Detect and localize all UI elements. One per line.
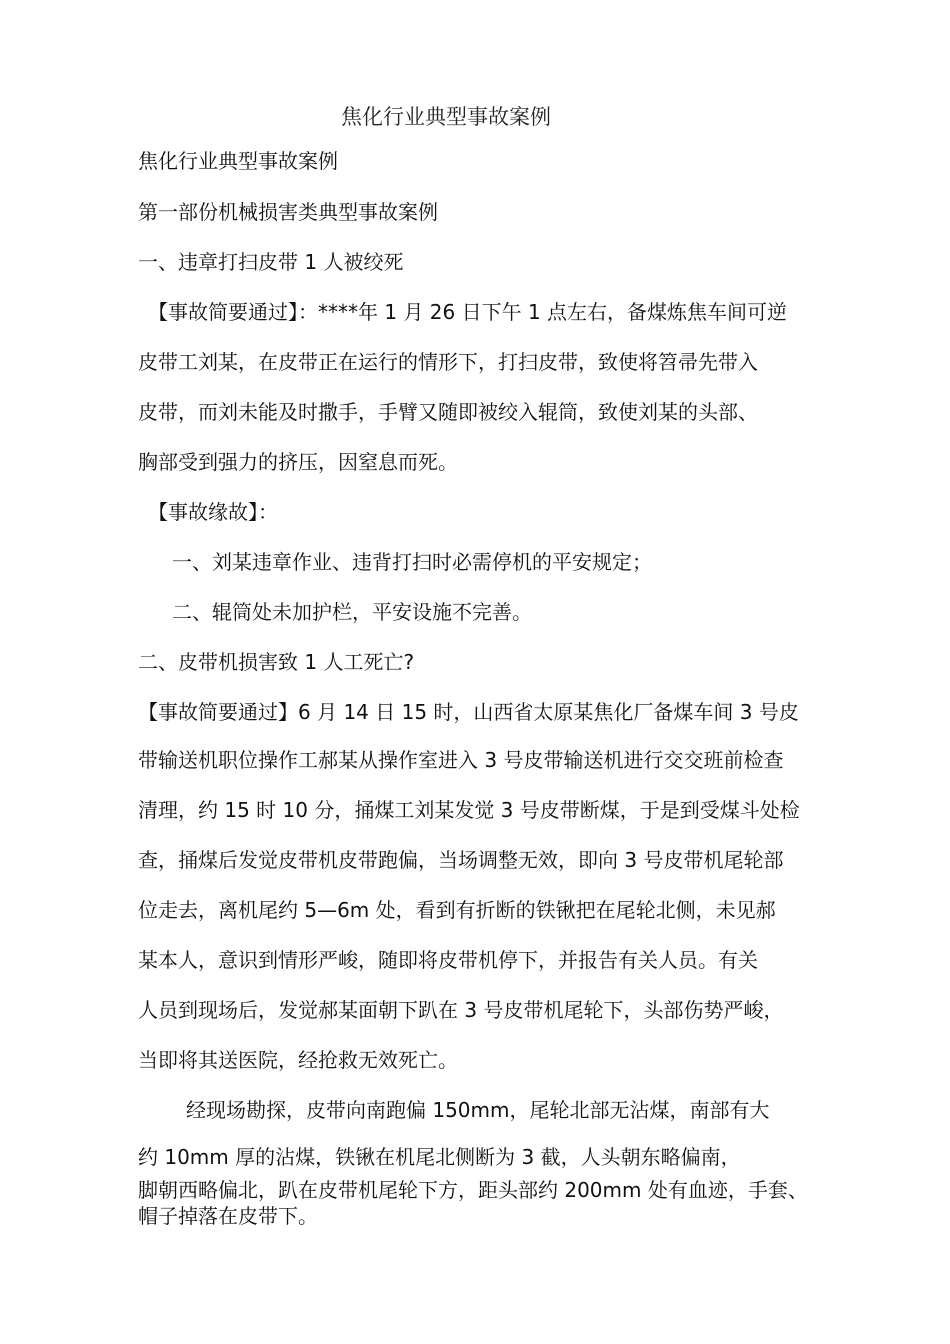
cause-item: 一、刘某违章作业、违背打扫时必需停机的平安规定； <box>172 550 652 574</box>
case-2-paragraph-line: 【事故简要通过】6 月 14 日 15 时，山西省太原某焦化厂备煤车间 3 号皮 <box>138 700 799 724</box>
survey-paragraph-line: 经现场勘探，皮带向南跑偏 150mm，尾轮北部无沾煤，南部有大 <box>186 1098 770 1122</box>
case-1-paragraph-line: 胸部受到强力的挤压，因窒息而死。 <box>138 450 458 474</box>
cause-heading: 【事故缘故】： <box>148 500 278 524</box>
case-1-heading: 一、违章打扫皮带 1 人被绞死 <box>138 250 404 274</box>
survey-paragraph-line: 帽子掉落在皮带下。 <box>138 1204 318 1228</box>
part-heading: 第一部份机械损害类典型事故案例 <box>138 200 438 224</box>
case-2-paragraph-line: 某本人，意识到情形严峻，随即将皮带机停下，并报告有关人员。有关 <box>138 948 758 972</box>
case-2-paragraph-line: 位走去，离机尾约 5—6m 处，看到有折断的铁锹把在尾轮北侧，未见郝 <box>138 898 776 922</box>
case-1-paragraph-line: 皮带工刘某，在皮带正在运行的情形下，打扫皮带，致使将笤帚先带入 <box>138 350 758 374</box>
case-2-paragraph-line: 人员到现场后，发觉郝某面朝下趴在 3 号皮带机尾轮下，头部伤势严峻， <box>138 998 784 1022</box>
case-1-paragraph-line: 皮带，而刘未能及时撒手，手臂又随即被绞入辊筒，致使刘某的头部、 <box>138 400 758 424</box>
subtitle-line: 焦化行业典型事故案例 <box>138 149 338 173</box>
survey-paragraph-line: 脚朝西略偏北，趴在皮带机尾轮下方，距头部约 200mm 处有血迹，手套、 <box>138 1178 808 1202</box>
case-2-paragraph-line: 当即将其送医院，经抢救无效死亡。 <box>138 1048 458 1072</box>
document-title: 焦化行业典型事故案例 <box>341 105 551 129</box>
survey-paragraph-line: 约 10mm 厚的沾煤，铁锹在机尾北侧断为 3 截，人头朝东略偏南， <box>138 1145 741 1169</box>
case-2-paragraph-line: 带输送机职位操作工郝某从操作室进入 3 号皮带输送机进行交交班前检查 <box>138 748 784 772</box>
case-2-paragraph-line: 查，捅煤后发觉皮带机皮带跑偏，当场调整无效，即向 3 号皮带机尾轮部 <box>138 848 784 872</box>
case-2-paragraph-line: 清理，约 15 时 10 分，捅煤工刘某发觉 3 号皮带断煤，于是到受煤斗处检 <box>138 798 800 822</box>
cause-item: 二、辊筒处未加护栏，平安设施不完善。 <box>172 600 532 624</box>
case-2-heading: 二、皮带机损害致 1 人工死亡? <box>138 650 415 674</box>
case-1-paragraph-line: 【事故简要通过】：****年 1 月 26 日下午 1 点左右，备煤炼焦车间可逆 <box>148 300 788 324</box>
